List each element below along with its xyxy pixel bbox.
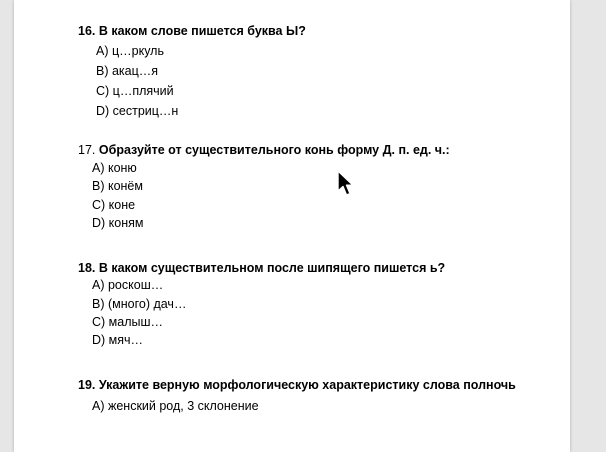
question-17-text: Образуйте от существительного конь форму Д. п. ед. ч.: [98, 143, 450, 157]
question-17-title [78, 143, 450, 157]
question-17-number: 17. [78, 143, 96, 157]
question-17-option-b: В) конём [92, 179, 143, 193]
question-18-option-d: D) мяч… [92, 333, 144, 347]
question-16-option-c: С) ц…плячий [96, 84, 174, 98]
question-17-option-d: D) коням [92, 216, 144, 230]
question-16-option-d: D) сестриц…н [96, 104, 179, 118]
question-16-option-b: В) акац…я [96, 64, 159, 78]
question-19-option-a: А) женский род, 3 склонение [92, 399, 259, 413]
question-18-option-a: А) роскош… [92, 278, 164, 292]
question-19-title: 19. Укажите верную морфологическую характеристику слова полночь [78, 378, 516, 392]
question-16-option-a: А) ц…ркуль [96, 44, 164, 58]
mouse-pointer-icon [337, 170, 357, 198]
question-17-option-c: С) коне [92, 198, 136, 212]
question-18-option-b: В) (много) дач… [92, 297, 187, 311]
question-16-title: 16. В каком слове пишется буква Ы? [78, 24, 306, 38]
question-17-option-a: А) коню [92, 161, 137, 175]
question-18-title: 18. В каком существительном после шипящего пишется ь? [78, 261, 446, 275]
question-18-option-c: С) малыш… [92, 315, 164, 329]
